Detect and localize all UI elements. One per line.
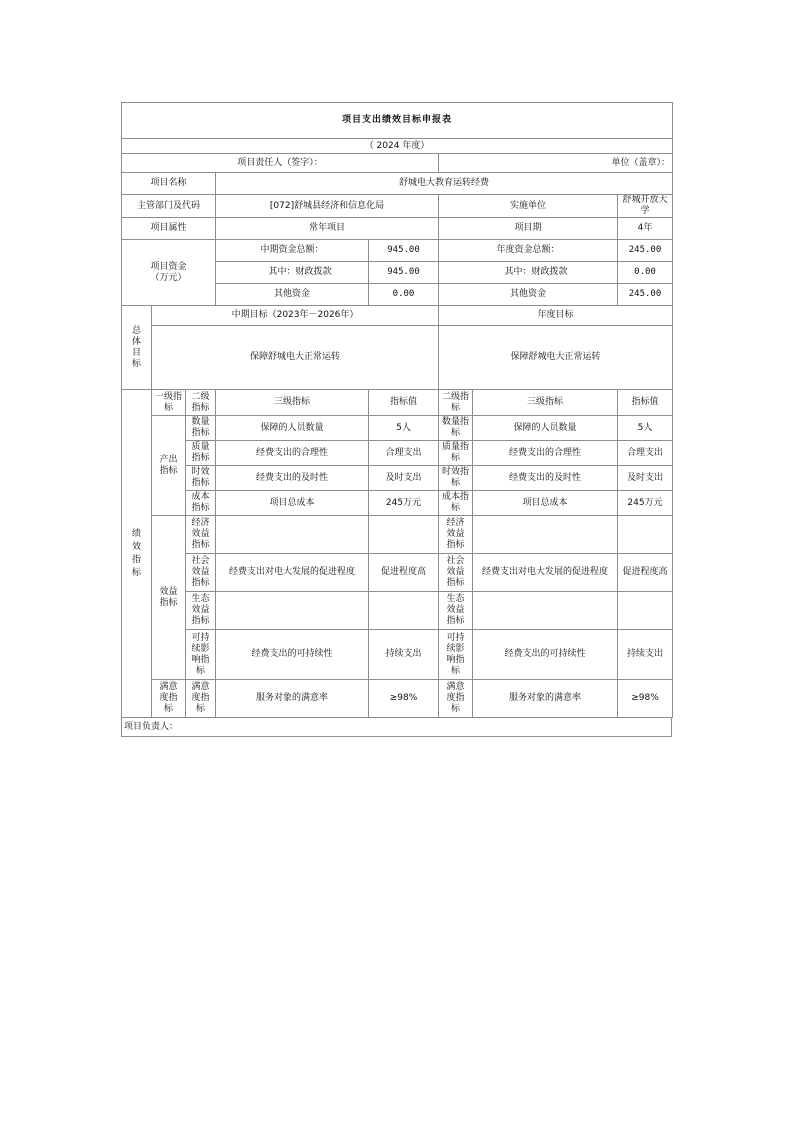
row-l2: 时效指标 (186, 466, 216, 491)
row-l2: 数量指标 (186, 416, 216, 441)
yr-header-value: 指标值 (618, 390, 673, 416)
header-value: 指标值 (369, 390, 439, 416)
row-yr-l3: 经费支出的合理性 (473, 441, 618, 466)
funds-label (122, 240, 216, 306)
row-l2: 生态效益指标 (186, 592, 216, 630)
mid-fiscal-value: 945.00 (369, 262, 439, 284)
header-level3: 三级指标 (216, 390, 369, 416)
row-l2: 成本指标 (186, 491, 216, 516)
project-attr-value: 常年项目 (216, 218, 439, 240)
row-mid-val: 245万元 (369, 491, 439, 516)
unit-seal-label: 单位（盖章）： (439, 154, 673, 173)
overall-goal-side-label: 总体目标 (122, 306, 152, 390)
form-table (121, 102, 673, 718)
row-yr-l3: 服务对象的满意率 (473, 680, 618, 718)
row-mid-l3: 服务对象的满意率 (216, 680, 369, 718)
project-attr-label: 项目属性 (122, 218, 216, 240)
mid-other-label: 其他资金 (216, 284, 369, 306)
yr-goal-header: 年度目标 (439, 306, 673, 326)
mid-total-label: 中期资金总额： (216, 240, 369, 262)
row-yr-l2: 可持续影响指标 (439, 630, 473, 680)
funds-label-line1: 项目资金 (150, 261, 187, 272)
row-mid-val: 促进程度高 (369, 554, 439, 592)
impl-unit-label: 实施单位 (439, 195, 618, 218)
project-leader-label: 项目负责人： (121, 718, 672, 737)
row-yr-l2: 社会效益指标 (439, 554, 473, 592)
row-mid-val: 合理支出 (369, 441, 439, 466)
project-period-value: 4年 (618, 218, 673, 240)
row-yr-l2: 经济效益指标 (439, 516, 473, 554)
yr-header-level2: 二级指标 (439, 390, 473, 416)
row-yr-val: 促进程度高 (618, 554, 673, 592)
row-yr-val (618, 516, 673, 554)
row-mid-val: 持续支出 (369, 630, 439, 680)
row-yr-val: 245万元 (618, 491, 673, 516)
row-l2: 质量指标 (186, 441, 216, 466)
row-mid-val (369, 516, 439, 554)
row-yr-val: 5人 (618, 416, 673, 441)
row-mid-l3: 经费支出的及时性 (216, 466, 369, 491)
row-l2: 满意度指标 (186, 680, 216, 718)
row-mid-l3: 经费支出的可持续性 (216, 630, 369, 680)
yr-other-value: 245.00 (618, 284, 673, 306)
row-mid-val: 及时支出 (369, 466, 439, 491)
output-indicator-label: 产出指标 (152, 416, 186, 516)
row-yr-l2: 成本指标 (439, 491, 473, 516)
performance-form (121, 102, 672, 737)
row-mid-val (369, 592, 439, 630)
yr-header-level3: 三级指标 (473, 390, 618, 416)
row-yr-l3 (473, 592, 618, 630)
mid-total-value: 945.00 (369, 240, 439, 262)
yr-total-label: 年度资金总额： (439, 240, 618, 262)
project-period-label: 项目期 (439, 218, 618, 240)
row-yr-l2: 数量指标 (439, 416, 473, 441)
responsible-signature-label: 项目责任人（签字）： (122, 154, 439, 173)
row-mid-val: ≥98% (369, 680, 439, 718)
yr-other-label: 其他资金 (439, 284, 618, 306)
row-mid-l3: 经费支出对电大发展的促进程度 (216, 554, 369, 592)
project-name-label: 项目名称 (122, 173, 216, 195)
dept-label: 主管部门及代码 (122, 195, 216, 218)
row-yr-l3: 经费支出的可持续性 (473, 630, 618, 680)
yr-fiscal-value: 0.00 (618, 262, 673, 284)
header-level1: 一级指标 (152, 390, 186, 416)
yr-fiscal-label: 其中：财政拨款 (439, 262, 618, 284)
row-yr-val: 合理支出 (618, 441, 673, 466)
row-yr-val (618, 592, 673, 630)
satisfaction-indicator-label: 满意度指标 (152, 680, 186, 718)
row-mid-val: 5人 (369, 416, 439, 441)
row-yr-val: 持续支出 (618, 630, 673, 680)
mid-other-value: 0.00 (369, 284, 439, 306)
row-l2: 经济效益指标 (186, 516, 216, 554)
row-yr-l3: 经费支出对电大发展的促进程度 (473, 554, 618, 592)
row-yr-l2: 时效指标 (439, 466, 473, 491)
yr-total-value: 245.00 (618, 240, 673, 262)
form-title: 项目支出绩效目标申报表 (122, 103, 673, 139)
row-mid-l3 (216, 516, 369, 554)
mid-fiscal-label: 其中：财政拨款 (216, 262, 369, 284)
row-yr-val: 及时支出 (618, 466, 673, 491)
impl-unit-value: 舒城开放大学 (618, 195, 673, 218)
row-yr-l3: 保障的人员数量 (473, 416, 618, 441)
benefit-indicator-label: 效益指标 (152, 516, 186, 680)
project-name-value: 舒城电大教育运转经费 (216, 173, 673, 195)
row-yr-l3 (473, 516, 618, 554)
row-mid-l3: 项目总成本 (216, 491, 369, 516)
dept-value: [072]舒城县经济和信息化局 (216, 195, 439, 218)
row-mid-l3: 经费支出的合理性 (216, 441, 369, 466)
yr-goal-text: 保障舒城电大正常运转 (439, 326, 673, 390)
row-l2: 可持续影响指标 (186, 630, 216, 680)
indicator-side-label: 绩效指标 (122, 390, 152, 718)
row-mid-l3: 保障的人员数量 (216, 416, 369, 441)
row-yr-l3: 经费支出的及时性 (473, 466, 618, 491)
mid-goal-header: 中期目标（2023年－2026年） (152, 306, 439, 326)
row-yr-l2: 满意度指标 (439, 680, 473, 718)
row-yr-l2: 生态效益指标 (439, 592, 473, 630)
funds-label-line2: （万元） (150, 272, 187, 283)
row-yr-l3: 项目总成本 (473, 491, 618, 516)
header-level2: 二级指标 (186, 390, 216, 416)
row-l2: 社会效益指标 (186, 554, 216, 592)
row-mid-l3 (216, 592, 369, 630)
row-yr-val: ≥98% (618, 680, 673, 718)
form-year: （ 2024 年度） (122, 139, 673, 154)
mid-goal-text: 保障舒城电大正常运转 (152, 326, 439, 390)
row-yr-l2: 质量指标 (439, 441, 473, 466)
